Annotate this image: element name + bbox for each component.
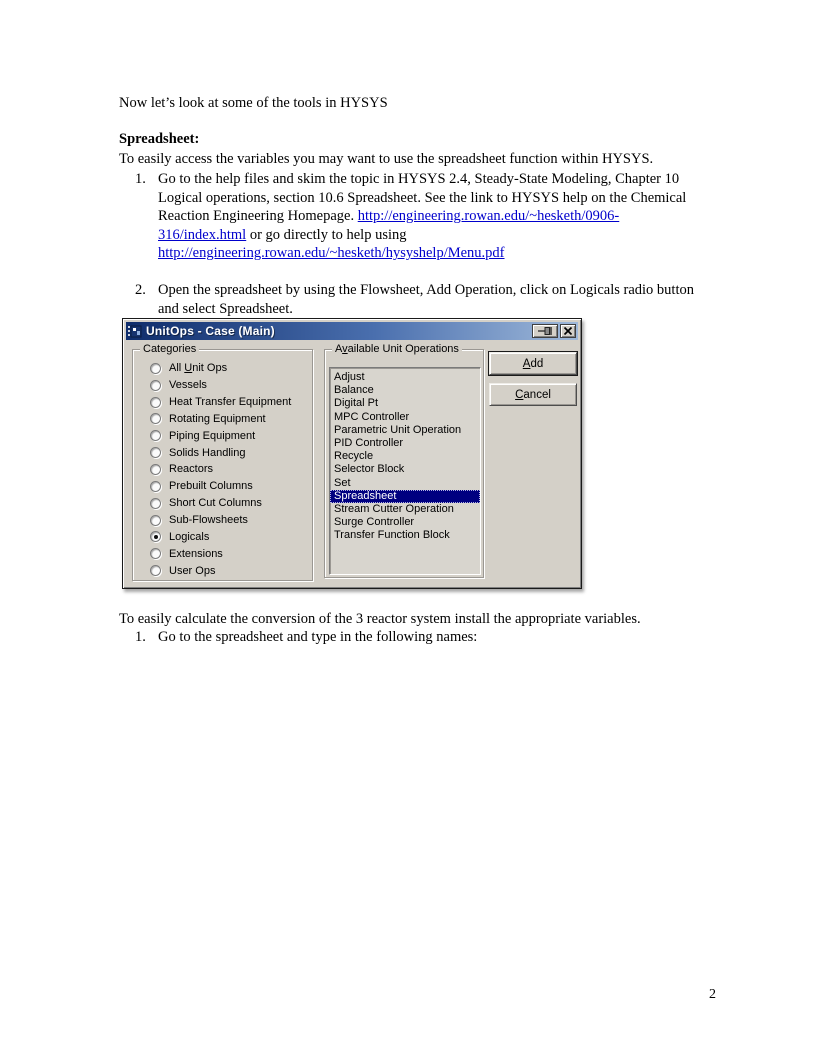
operation-mpc-controller[interactable]: MPC Controller	[334, 410, 410, 423]
radio-label: User Ops	[169, 564, 216, 577]
radio-icon	[150, 481, 161, 492]
page-number: 2	[709, 987, 716, 1002]
operation-set[interactable]: Set	[334, 476, 351, 489]
numbered-step-2	[135, 281, 704, 318]
radio-icon	[150, 397, 161, 408]
categories-groupbox	[132, 343, 313, 581]
radio-sub-flowsheets[interactable]	[150, 512, 308, 529]
radio-rotating-equipment[interactable]	[150, 411, 308, 428]
radio-label: Sub-Flowsheets	[169, 514, 248, 527]
radio-icon	[150, 531, 161, 542]
radio-label: Reactors	[169, 463, 214, 476]
operation-surge-controller[interactable]: Surge Controller	[334, 516, 415, 529]
operation-stream-cutter-operation[interactable]: Stream Cutter Operation	[334, 502, 454, 515]
radio-label: Logicals	[169, 530, 210, 543]
add-button-label: Add	[522, 357, 544, 370]
dialog-title: UnitOps - Case (Main)	[146, 324, 275, 338]
paragraph-calculate-conversion: To easily calculate the conversion of the 3 reactor system install the appropriate variables.	[119, 611, 641, 627]
step-number: 2.	[135, 282, 146, 298]
radio-all-unit-ops[interactable]	[150, 360, 308, 377]
link-hysyshelp-menu-pdf[interactable]: http://engineering.rowan.edu/~hesketh/hysyshelp/Menu.pdf	[158, 245, 505, 262]
paragraph-access-variables: To easily access the variables you may want to use the spreadsheet function within HYSYS.	[119, 151, 654, 167]
radio-vessels[interactable]	[150, 377, 308, 394]
add-button[interactable]	[489, 352, 577, 375]
radio-icon	[150, 464, 161, 475]
dialog-titlebar	[126, 322, 578, 340]
available-operations-groupbox	[324, 343, 484, 578]
step-text: Go to the spreadsheet and type in the following names:	[158, 629, 478, 645]
operation-adjust[interactable]: Adjust	[334, 371, 365, 383]
radio-icon	[150, 363, 161, 374]
radio-icon	[150, 565, 161, 576]
radio-piping-equipment[interactable]	[150, 427, 308, 444]
numbered-step-1	[135, 170, 704, 263]
link-hysys-index-html[interactable]: http://engineering.rowan.edu/~hesketh/0906-316/index.html	[158, 208, 620, 243]
operation-pid-controller[interactable]: PID Controller	[334, 436, 404, 449]
radio-label: Rotating Equipment	[169, 412, 266, 425]
radio-label: Piping Equipment	[169, 429, 256, 442]
radio-label: Short Cut Columns	[169, 497, 262, 510]
step-number: 1.	[135, 171, 146, 187]
step1-text-part1: Go to the help files and skim the topic in HYSYS 2.4, Steady-State Modeling, Chapter 10 Logical operations, section 10.6 Spreadsheet. See the link to HYSYS help on the Chemical Reaction Engineering Homepage.	[158, 171, 687, 225]
radio-icon	[150, 498, 161, 509]
radio-reactors[interactable]	[150, 461, 308, 478]
radio-icon	[150, 380, 161, 391]
radio-label: Prebuilt Columns	[169, 480, 253, 493]
unitops-window-icon	[128, 325, 142, 338]
operation-balance[interactable]: Balance	[334, 384, 374, 397]
radio-extensions[interactable]	[150, 545, 308, 562]
radio-heat-transfer-equipment[interactable]	[150, 394, 308, 411]
radio-user-ops[interactable]	[150, 562, 308, 579]
step-text: Open the spreadsheet by using the Flowsheet, Add Operation, click on Logicals radio button and select Spreadsheet.	[158, 282, 694, 317]
step-number: 1.	[135, 629, 146, 645]
radio-logicals[interactable]	[150, 528, 308, 545]
pushpin-icon	[537, 326, 553, 336]
radio-icon	[150, 447, 161, 458]
categories-radio-list	[150, 360, 308, 579]
radio-label: Solids Handling	[169, 446, 246, 459]
categories-group-label: Categories	[140, 343, 199, 355]
radio-label: Vessels	[169, 379, 207, 392]
spreadsheet-heading: Spreadsheet:	[119, 131, 200, 147]
available-operations-label: Available Unit Operations	[332, 343, 462, 355]
cancel-button[interactable]	[489, 383, 577, 406]
intro-paragraph: Now let’s look at some of the tools in HYSYS	[119, 95, 388, 111]
operation-selector-block[interactable]: Selector Block	[334, 463, 405, 476]
cancel-button-label: Cancel	[515, 388, 551, 401]
operation-transfer-function-block[interactable]: Transfer Function Block	[334, 529, 450, 542]
pin-button[interactable]	[532, 324, 558, 338]
radio-icon	[150, 430, 161, 441]
radio-label: Extensions	[169, 547, 223, 560]
radio-solids-handling[interactable]	[150, 444, 308, 461]
operation-parametric-unit-operation[interactable]: Parametric Unit Operation	[334, 423, 462, 436]
step-text	[158, 170, 704, 263]
radio-label: Heat Transfer Equipment	[169, 396, 292, 409]
radio-label: All Unit Ops	[169, 362, 228, 375]
operation-recycle[interactable]: Recycle	[334, 450, 374, 463]
operation-digital-pt[interactable]: Digital Pt	[334, 397, 379, 410]
step1-text-part2: or go directly to help using	[246, 226, 407, 243]
unitops-dialog	[122, 318, 582, 589]
close-button[interactable]	[560, 324, 576, 338]
operation-spreadsheet[interactable]: Spreadsheet	[330, 490, 480, 503]
radio-icon	[150, 515, 161, 526]
radio-short-cut-columns[interactable]	[150, 495, 308, 512]
radio-icon	[150, 548, 161, 559]
close-x-icon	[564, 327, 572, 335]
radio-icon	[150, 413, 161, 424]
numbered-step-3	[135, 628, 704, 647]
operations-listbox[interactable]	[329, 367, 481, 575]
radio-prebuilt-columns[interactable]	[150, 478, 308, 495]
